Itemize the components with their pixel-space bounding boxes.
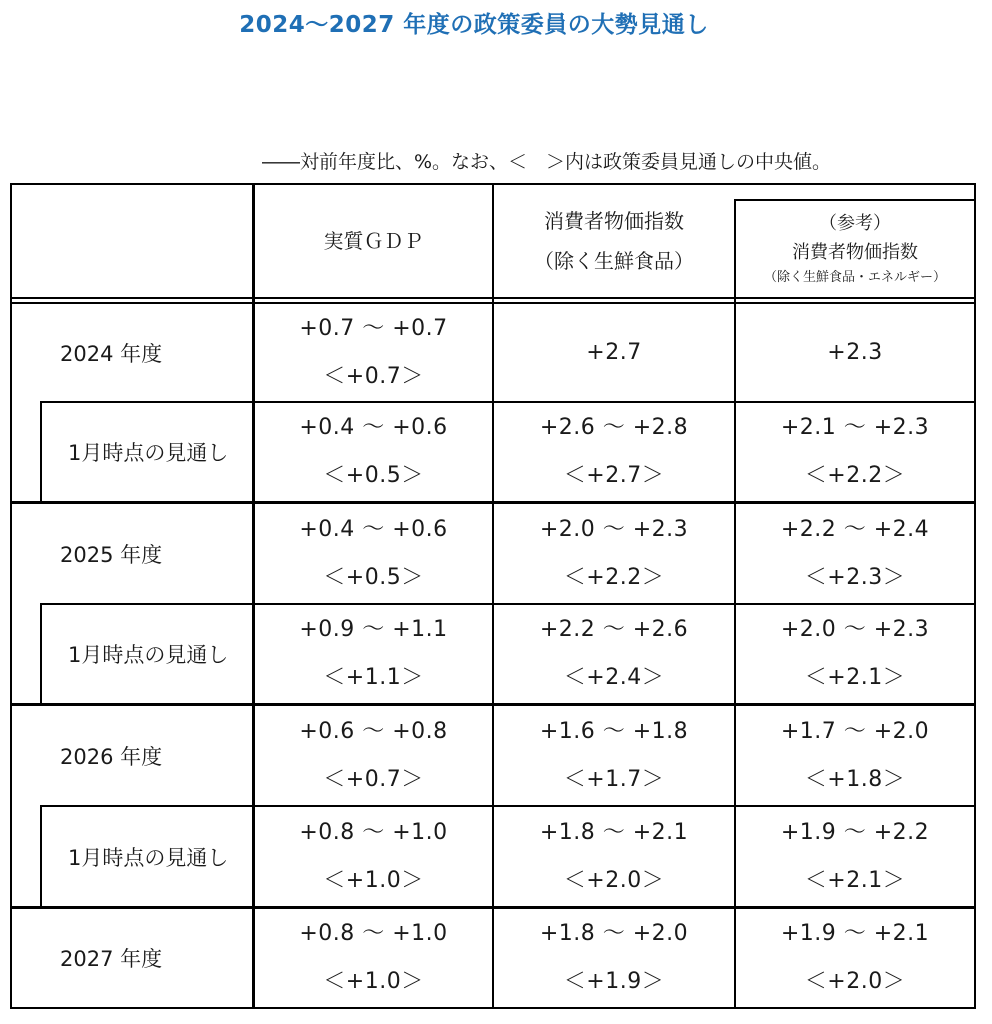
cpi-range: +2.2 ～ +2.6 [539, 617, 689, 642]
row-label-2024: 2024 年度 [60, 341, 163, 366]
gdp-median: ＜+1.0＞ [323, 969, 424, 994]
ref-median: ＜+2.0＞ [804, 969, 906, 994]
cpi-range: +2.7 [586, 339, 642, 365]
gdp-range: +0.9 ～ +1.1 [299, 617, 448, 642]
header-gdp-label: 実質ＧＤＰ [323, 229, 424, 253]
header-ref-line3: （除く生鮮食品・エネルギー） [763, 270, 946, 285]
cpi-median: ＜+2.0＞ [563, 867, 665, 893]
cell-ref-jan-2024 [736, 403, 974, 501]
cpi-range: +2.6 ～ +2.8 [539, 415, 689, 440]
cell-cpi-jan-2026 [494, 807, 734, 906]
cell-cpi-2025 [494, 504, 734, 603]
cpi-range: +1.8 ～ +2.0 [539, 921, 689, 946]
page-title: 2024～2027 年度の政策委員の大勢見通し [239, 12, 709, 38]
cell-gdp-2027 [255, 909, 492, 1007]
gdp-range: +0.8 ～ +1.0 [299, 921, 448, 946]
cell-gdp-2026 [255, 706, 492, 805]
cell-ref-2024 [736, 304, 974, 401]
cpi-median: ＜+2.2＞ [563, 564, 665, 590]
header-cpi-line1: 消費者物価指数 [544, 209, 684, 233]
row-label-2027: 2027 年度 [60, 947, 163, 971]
ref-range: +1.7 ～ +2.0 [780, 718, 930, 744]
cell-gdp-2025 [255, 504, 492, 603]
cell-cpi-jan-2025 [494, 605, 734, 703]
gdp-median: ＜+0.7＞ [323, 363, 424, 389]
ref-median: ＜+2.1＞ [804, 665, 906, 690]
header-ref-line1: （参考） [819, 213, 891, 234]
gdp-range: +0.8 ～ +1.0 [299, 819, 448, 845]
ref-range: +1.9 ～ +2.1 [780, 921, 930, 946]
cell-ref-2025 [736, 504, 974, 603]
header-cpi [494, 185, 734, 297]
cpi-median: ＜+2.7＞ [563, 463, 665, 488]
row-label-jan-2025: 1月時点の見通し [68, 643, 229, 667]
gdp-median: ＜+0.7＞ [323, 766, 424, 792]
cell-ref-2026 [736, 706, 974, 805]
gdp-median: ＜+0.5＞ [323, 564, 424, 590]
gdp-median: ＜+1.1＞ [323, 665, 424, 690]
cpi-median: ＜+1.7＞ [563, 766, 665, 792]
row-label-2025: 2025 年度 [60, 542, 163, 567]
header-ref [736, 201, 974, 297]
ref-median: ＜+2.2＞ [804, 463, 906, 488]
ref-median: ＜+2.3＞ [804, 564, 906, 590]
cell-ref-2027 [736, 909, 974, 1007]
cell-gdp-jan-2025 [255, 605, 492, 703]
gdp-range: +0.6 ～ +0.8 [299, 718, 448, 744]
cell-ref-jan-2025 [736, 605, 974, 703]
ref-range: +2.0 ～ +2.3 [780, 617, 930, 642]
header-cpi-line2: （除く生鮮食品） [534, 249, 694, 273]
row-label-jan-2026: 1月時点の見通し [68, 845, 229, 870]
cpi-median: ＜+1.9＞ [563, 969, 665, 994]
cell-cpi-jan-2024 [494, 403, 734, 501]
ref-range: +2.1 ～ +2.3 [780, 415, 930, 440]
ref-range: +1.9 ～ +2.2 [780, 819, 930, 845]
gdp-range: +0.7 ～ +0.7 [299, 315, 448, 341]
ref-median: ＜+2.1＞ [804, 867, 906, 893]
gdp-median: ＜+0.5＞ [323, 463, 424, 488]
ref-median: ＜+1.8＞ [804, 766, 906, 792]
gdp-range: +0.4 ～ +0.6 [299, 516, 448, 542]
cell-gdp-jan-2024 [255, 403, 492, 501]
cpi-range: +1.8 ～ +2.1 [539, 819, 689, 845]
cell-ref-jan-2026 [736, 807, 974, 906]
table-note: ――対前年度比、%。なお、＜ ＞内は政策委員見通しの中央値。 [262, 151, 832, 173]
cpi-median: ＜+2.4＞ [563, 665, 665, 690]
row-label-jan-2024: 1月時点の見通し [68, 441, 229, 465]
row-label-2026: 2026 年度 [60, 744, 163, 769]
ref-range: +2.2 ～ +2.4 [780, 516, 930, 542]
cell-gdp-2024 [255, 304, 492, 401]
gdp-median: ＜+1.0＞ [323, 867, 424, 893]
cell-cpi-2027 [494, 909, 734, 1007]
cpi-range: +2.0 ～ +2.3 [539, 516, 689, 542]
cell-gdp-jan-2026 [255, 807, 492, 906]
cell-cpi-2026 [494, 706, 734, 805]
header-gdp [255, 185, 492, 297]
cpi-range: +1.6 ～ +1.8 [539, 718, 689, 744]
ref-range: +2.3 [827, 339, 883, 365]
cell-cpi-2024 [494, 304, 734, 401]
header-ref-line2: 消費者物価指数 [792, 242, 918, 263]
forecast-table [10, 183, 976, 1009]
gdp-range: +0.4 ～ +0.6 [299, 415, 448, 440]
